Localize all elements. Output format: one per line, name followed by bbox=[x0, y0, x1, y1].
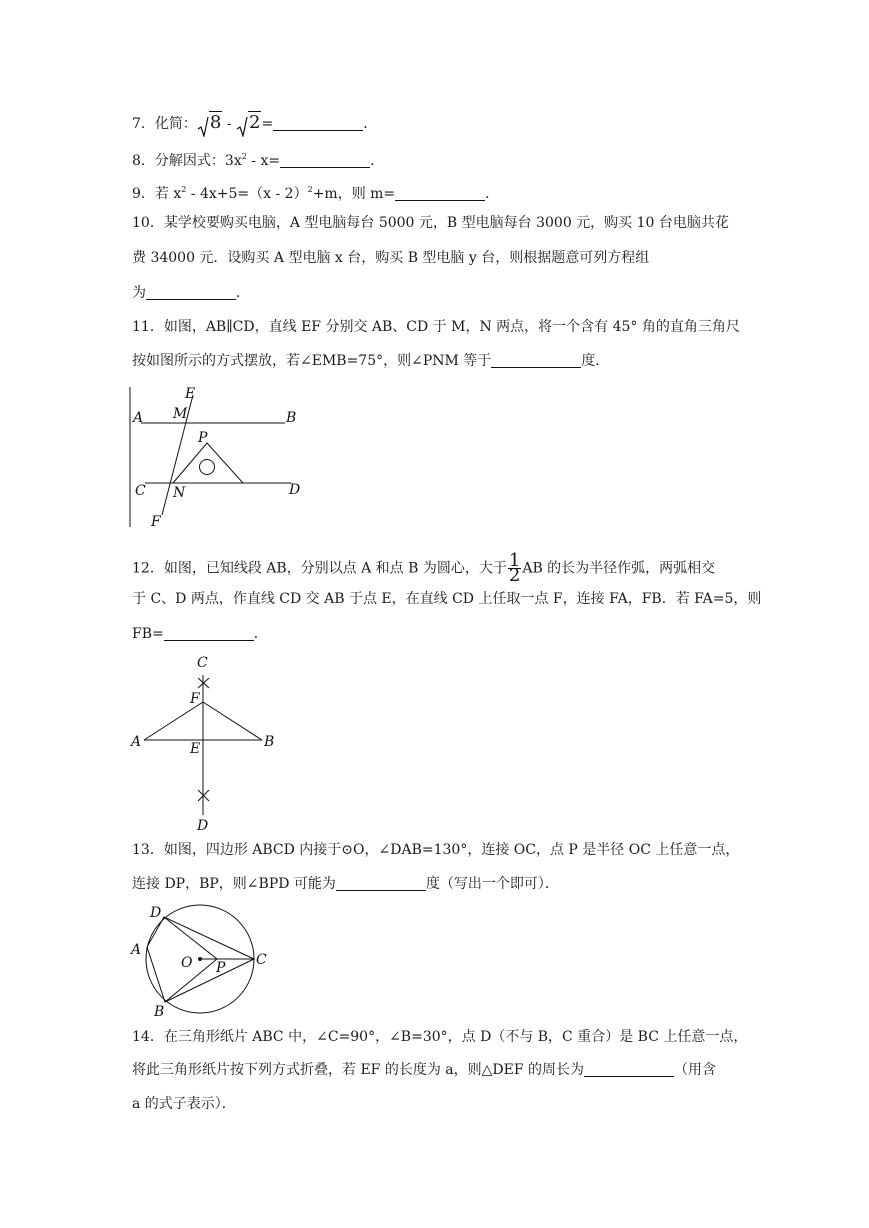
q13-suffix: 度（写出一个即可）． bbox=[425, 876, 559, 892]
q8-end: ． bbox=[370, 153, 385, 169]
answer-blank-q13[interactable] bbox=[336, 877, 426, 891]
label-f: F bbox=[190, 691, 200, 707]
label-a: A bbox=[133, 410, 144, 426]
label-f: F bbox=[151, 514, 161, 530]
q11-suffix: 度． bbox=[581, 353, 610, 369]
label-e: E bbox=[190, 741, 201, 757]
answer-blank-q7[interactable] bbox=[273, 117, 363, 131]
q14-line3: a 的式子表示）． bbox=[132, 1096, 236, 1112]
segment-fb bbox=[203, 702, 262, 740]
label-e: E bbox=[185, 386, 196, 402]
label-d: D bbox=[197, 818, 209, 834]
answer-blank-q8[interactable] bbox=[280, 154, 370, 168]
segment-fa bbox=[144, 702, 203, 740]
q11-prefix: 按如图所示的方式摆放，若∠EMB=75°，则∠PNM 等于 bbox=[132, 353, 492, 369]
label-m: M bbox=[173, 406, 188, 422]
radical-icon bbox=[236, 117, 248, 137]
figure-q13 bbox=[128, 903, 273, 1018]
q12-prefix3: FB= bbox=[132, 626, 164, 642]
question-7 bbox=[132, 112, 378, 133]
q9-c: +m，则 m= bbox=[312, 186, 396, 202]
label-o: O bbox=[181, 955, 193, 971]
q9-b: - 4x+5=（x - 2） bbox=[186, 186, 308, 202]
radicand-2: 2 bbox=[249, 112, 261, 133]
label-c: C bbox=[135, 483, 146, 499]
q8-prefix: 8．分解因式：3x bbox=[132, 153, 242, 169]
frac-numerator: 1 bbox=[508, 550, 521, 571]
q8-sup: 2 bbox=[241, 152, 247, 161]
label-d: D bbox=[289, 482, 301, 498]
q9-sup1: 2 bbox=[181, 185, 187, 194]
label-b: B bbox=[264, 734, 275, 750]
label-a: A bbox=[131, 734, 142, 750]
frac-denominator: 2 bbox=[508, 565, 521, 586]
figure-q11 bbox=[125, 385, 315, 530]
q12-suffix: AB 的长为半径作弧，两弧相交 bbox=[522, 560, 716, 577]
label-b: B bbox=[154, 1004, 165, 1020]
sqrt-2 bbox=[236, 112, 261, 133]
label-b: B bbox=[286, 410, 297, 426]
q12-prefix: 12．如图，已知线段 AB，分别以点 A 和点 B 为圆心，大于 bbox=[132, 560, 507, 577]
label-c: C bbox=[197, 655, 208, 671]
q10-line3 bbox=[132, 286, 250, 300]
q14-prefix: 将此三角形纸片按下列方式折叠，若 EF 的长度为 a，则△DEF 的周长为 bbox=[132, 1062, 585, 1078]
label-d: D bbox=[150, 905, 162, 921]
q8-rest: - x= bbox=[246, 153, 281, 169]
answer-blank-q14[interactable] bbox=[584, 1063, 674, 1077]
q7-prefix: 7．化简： bbox=[132, 116, 197, 132]
q9-sup2: 2 bbox=[307, 185, 313, 194]
q7-eq: = bbox=[261, 116, 274, 132]
question-9 bbox=[132, 183, 499, 201]
q10-end: ． bbox=[236, 285, 250, 301]
q10-line2: 费 34000 元．设购买 A 型电脑 x 台，购买 B 型电脑 y 台，则根据题意可列方程组 bbox=[132, 250, 650, 266]
label-c: C bbox=[256, 952, 267, 968]
q10-line1: 10．某学校要购买电脑，A 型电脑每台 5000 元，B 型电脑每台 3000 元，购买 10 台电脑共花 bbox=[132, 215, 729, 231]
q12-line2: 于 C、D 两点，作直线 CD 交 AB 于点 E，在直线 CD 上任取一点 F，连接 FA，FB．若 FA=5，则 bbox=[132, 591, 762, 607]
label-n: N bbox=[173, 485, 186, 501]
figure-q12 bbox=[128, 650, 288, 835]
q9-a: 9．若 x bbox=[132, 186, 182, 202]
q12-line1 bbox=[132, 550, 716, 586]
ruler-hole bbox=[200, 460, 215, 475]
q13-prefix: 连接 DP，BP，则∠BPD 可能为 bbox=[132, 876, 336, 892]
q13-line2 bbox=[132, 877, 559, 891]
q13-line1: 13．如图，四边形 ABCD 内接于⊙O，∠DAB=130°，连接 OC，点 P 是半径 OC 上任意一点， bbox=[132, 842, 740, 858]
question-8 bbox=[132, 150, 384, 168]
q12-line3 bbox=[132, 627, 268, 641]
answer-blank-q12[interactable] bbox=[164, 627, 254, 641]
sqrt-8 bbox=[197, 112, 222, 133]
q7-end: ． bbox=[363, 116, 378, 132]
q14-line1: 14．在三角形纸片 ABC 中，∠C=90°，∠B=30°，点 D（不与 B，C 重合）是 BC 上任意一点， bbox=[132, 1029, 748, 1045]
q14-suffix: （用含 bbox=[674, 1062, 717, 1078]
radical-icon bbox=[197, 117, 209, 137]
label-p: P bbox=[216, 960, 226, 976]
radicand-8: 8 bbox=[209, 112, 222, 133]
q14-line2 bbox=[132, 1063, 716, 1077]
q11-line2 bbox=[132, 354, 609, 368]
q11-line1: 11．如图，AB∥CD，直线 EF 分别交 AB、CD 于 M，N 两点，将一个含有 45° 角的直角三角尺 bbox=[132, 319, 740, 335]
label-a: A bbox=[131, 942, 142, 958]
q9-end: ． bbox=[485, 186, 500, 202]
answer-blank-q11[interactable] bbox=[491, 354, 581, 368]
answer-blank-q10[interactable] bbox=[146, 286, 236, 300]
fraction-half bbox=[508, 550, 521, 586]
q12-end: ． bbox=[253, 626, 268, 642]
center-dot bbox=[198, 957, 202, 961]
answer-blank-q9[interactable] bbox=[395, 187, 485, 201]
q10-prefix: 为 bbox=[132, 285, 146, 301]
label-p: P bbox=[198, 430, 208, 446]
q7-minus: - bbox=[222, 116, 237, 132]
triangle-ruler bbox=[173, 443, 243, 483]
